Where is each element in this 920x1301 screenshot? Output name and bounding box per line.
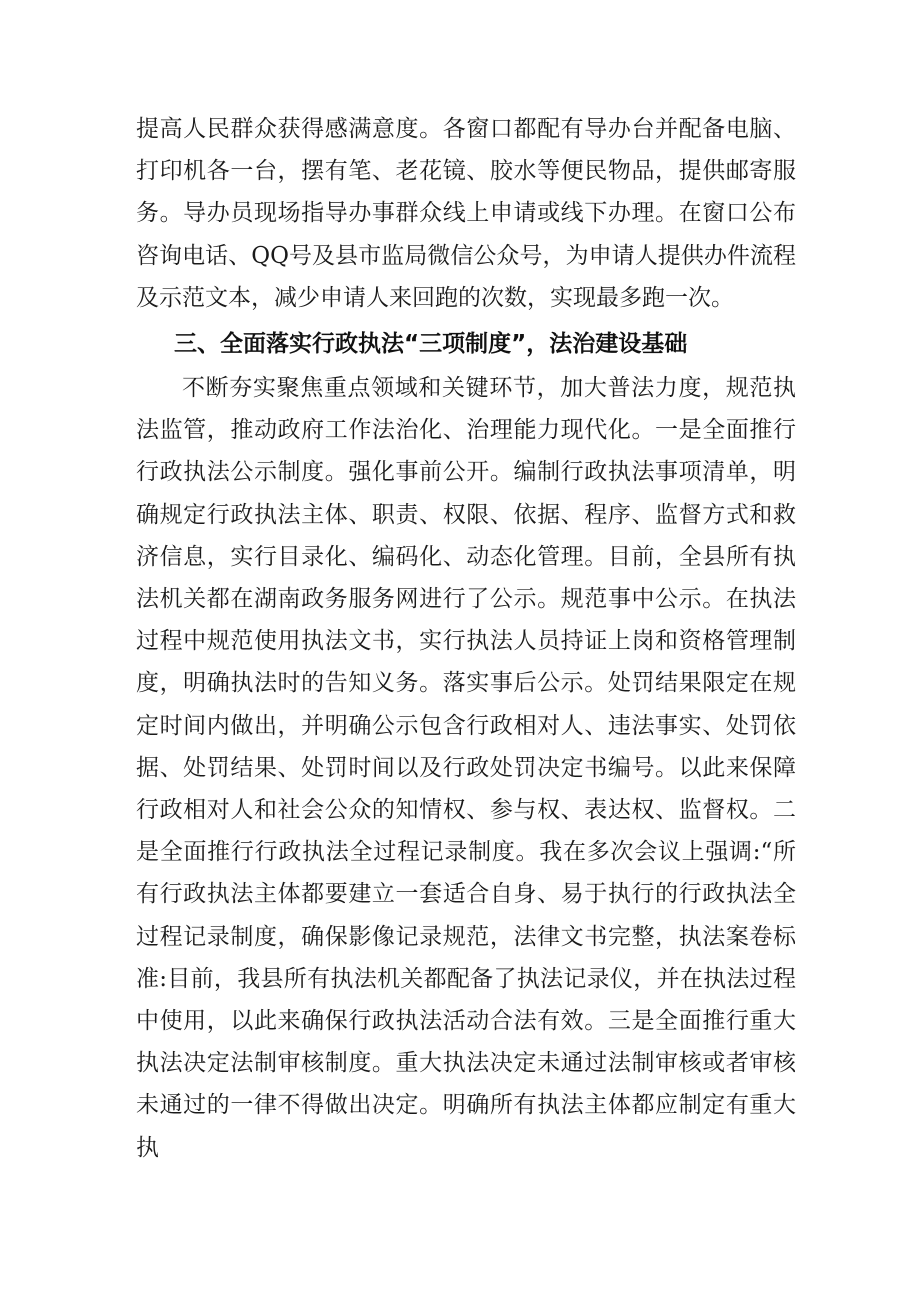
paragraph-section-3: 不断夯实聚焦重点领域和关键环节，加大普法力度，规范执法监管，推动政府工作法治化、治理能力现代化。一是全面推行行政执法公示制度。强化事前公开。编制行政执法事项清单，明确规定行政执法主体、职责、权限、依据、程序、监督方式和救济信息，实行目录化、编码化、动态化管理。目前，全县所有执法机关都在湖南政务服务网进行了公示。规范事中公示。在执法过程中规范使用执法文书，实行执法人员持证上岗和资格管理制度，明确执法时的告知义务。落实事后公示。处罚结果限定在规定时间内做出，并明确公示包含行政相对人、违法事实、处罚依据、处罚结果、处罚时间以及行政处罚决定书编号。以此来保障行政相对人和社会公众的知情权、参与权、表达权、监督权。二是全面推行行政执法全过程记录制度。我在多次会议上强调:“所有行政执法主体都要建立一套适合自身、易于执行的行政执法全过程记录制度，确保影像记录规范，法律文书完整，执法案卷标准:目前，我县所有执法机关都配备了执法记录仪，并在执法过程中使用，以此来确保行政执法活动合法有效。三是全面推行重大执法决定法制审核制度。重大执法决定未通过法制审核或者审核未通过的一律不得做出决定。明确所有执法主体都应制定有重大执 xyxy=(136,375,796,1161)
document-body xyxy=(136,108,796,1169)
section-heading-3: 三、全面落实行政执法“三项制度”，法治建设基础 xyxy=(174,331,688,358)
paragraph-intro: 提高人民群众获得感满意度。各窗口都配有导办台并配备电脑、打印机各一台，摆有笔、老花镜、胶水等便民物品，提供邮寄服务。导办员现场指导办事群众线上申请或线下办理。在窗口公布咨询电话、QQ号及县市监局微信公众号，为申请人提供办件流程及示范文本，减少申请人来回跑的次数，实现最多跑一次。 xyxy=(136,116,796,311)
